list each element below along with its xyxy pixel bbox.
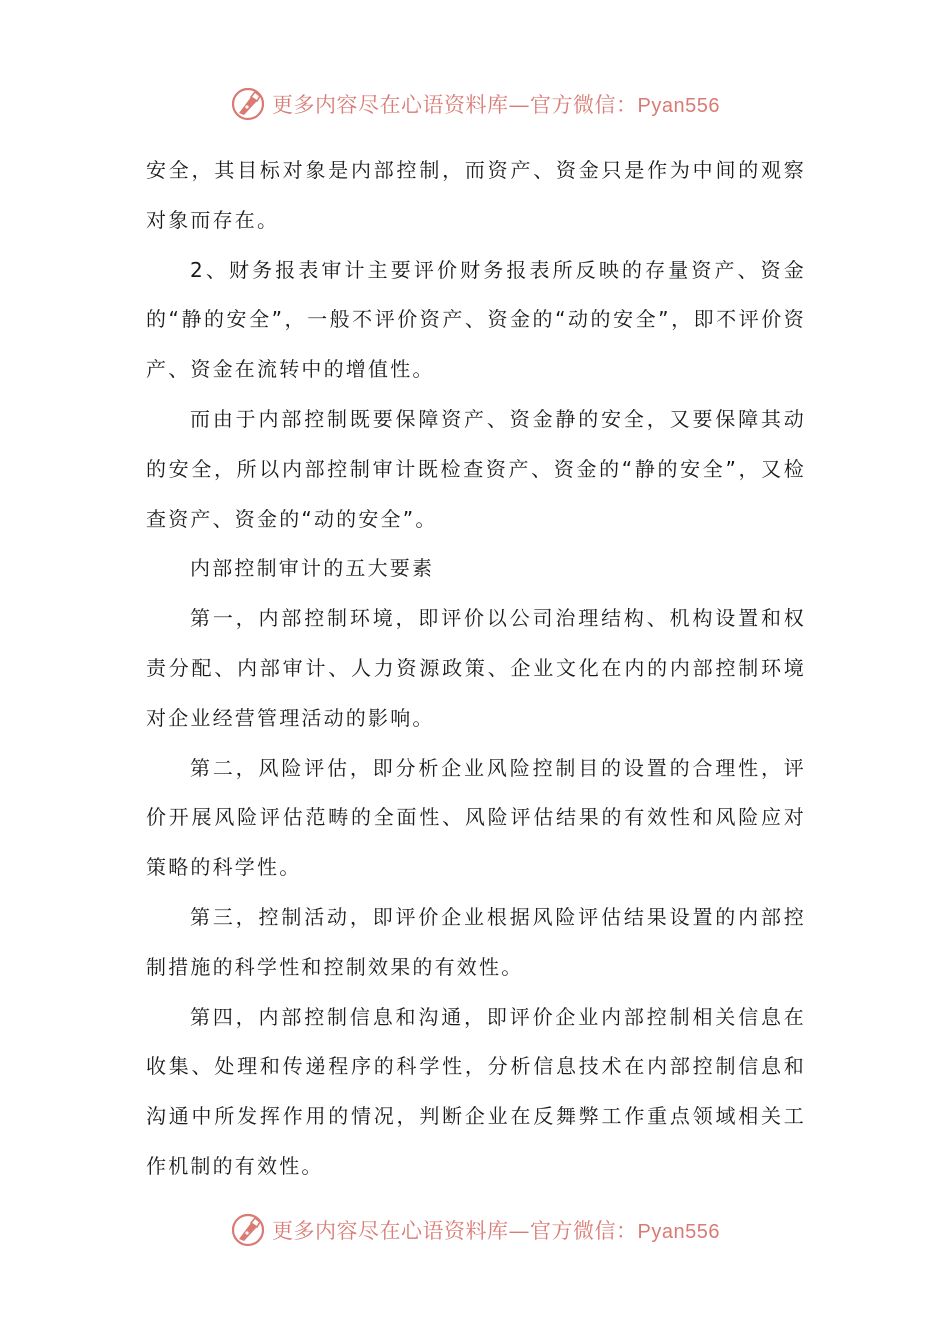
paragraph-1: 安全，其目标对象是内部控制，而资产、资金只是作为中间的观察对象而存在。 [146, 158, 806, 232]
wechat-id: Pyan556 [637, 95, 720, 117]
document-body [146, 146, 806, 1192]
section-heading: 内部控制审计的五大要素 [190, 556, 435, 581]
paragraph-6: 第二，风险评估，即分析企业风险控制目的设置的合理性，评价开展风险评估范畴的全面性、风险评估结果的有效性和风险应对策略的科学性。 [146, 755, 806, 880]
paragraph-3: 而由于内部控制既要保障资产、资金静的安全，又要保障其动的安全，所以内部控制审计既检查资产、资金的“静的安全”，又检查资产、资金的“动的安全”。 [146, 406, 806, 531]
paragraph-7: 第三，控制活动，即评价企业根据风险评估结果设置的内部控制措施的科学性和控制效果的有效性。 [146, 904, 806, 979]
paragraph-2: 2、财务报表审计主要评价财务报表所反映的存量资产、资金的“静的安全”，一般不评价资产、资金的“动的安全”，即不评价资产、资金在流转中的增值性。 [146, 257, 806, 382]
footer-banner [0, 1210, 950, 1250]
banner-text: 更多内容尽在心语资料库—官方微信：Pyan556 [272, 93, 720, 117]
pen-nib-icon [230, 1212, 266, 1248]
header-banner [0, 84, 950, 124]
paragraph-8: 第四，内部控制信息和沟通，即评价企业内部控制相关信息在收集、处理和传递程序的科学性，分析信息技术在内部控制信息和沟通中所发挥作用的情况，判断企业在反舞弊工作重点领域相关工作机制的有效性。 [146, 1004, 806, 1178]
footer-wechat-id: Pyan556 [637, 1221, 720, 1243]
paragraph-5: 第一，内部控制环境，即评价以公司治理结构、机构设置和权责分配、内部审计、人力资源政策、企业文化在内的内部控制环境对企业经营管理活动的影响。 [146, 606, 806, 730]
footer-banner-text: 更多内容尽在心语资料库—官方微信：Pyan556 [272, 1219, 720, 1243]
pen-nib-icon [230, 86, 266, 122]
